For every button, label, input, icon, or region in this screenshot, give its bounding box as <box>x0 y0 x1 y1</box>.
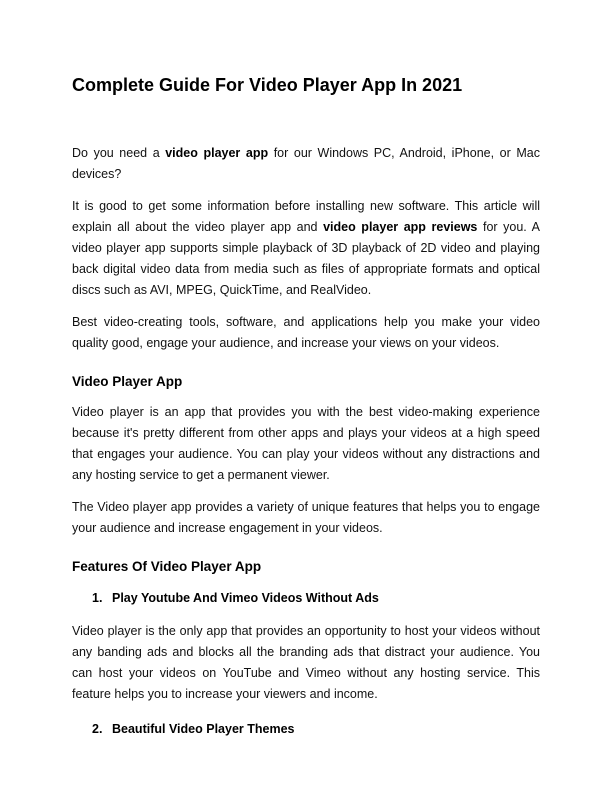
intro-tools-paragraph: Best video-creating tools, software, and applications help you make your video quality good, engage your audience, and increase your views on your videos. <box>72 314 540 350</box>
intro-overview-text-2: for you. A video player app supports simple playback of 3D playback of 2D video and playing back digital video data from media such as files of appropriate formats and optical discs such as AVI, MPEG, QuickTime, and RealVideo. <box>72 219 540 297</box>
intro-question-paragraph <box>72 143 540 185</box>
intro-question-text-1: Do you need a <box>72 145 166 160</box>
intro-overview-bold: video player app reviews <box>323 219 478 234</box>
feature-item-2-number: 2. <box>92 721 103 736</box>
feature-item-1-body: Video player is the only app that provides an opportunity to host your videos without any banding ads and blocks all the branding ads that distract your audience. You can host your videos on YouTube and Vimeo without any hosting service. This feature helps you to increase your viewers and income. <box>72 623 540 701</box>
feature-item-1-title: Play Youtube And Vimeo Videos Without Ads <box>112 590 379 605</box>
intro-question-text-2: for our Windows PC, Android, iPhone, or Mac devices? <box>72 145 540 181</box>
document-title: Complete Guide For Video Player App In 2021 <box>72 75 463 95</box>
video-player-app-paragraph-2: The Video player app provides a variety of unique features that helps you to engage your audience and increase engagement in your videos. <box>72 499 540 535</box>
intro-question-bold: video player app <box>165 145 269 160</box>
intro-overview-text-1: It is good to get some information before installing new software. This article will explain all about the video player app and <box>72 198 540 234</box>
video-player-app-paragraph-1: Video player is an app that provides you with the best video-making experience because it's pretty different from other apps and plays your videos at a high speed that engages your audience. You can play your videos without any distractions and any hosting service to get a permanent viewer. <box>72 404 540 482</box>
feature-item-2 <box>72 719 540 740</box>
section-heading-video-player-app: Video Player App <box>72 373 183 389</box>
feature-item-1-number: 1. <box>92 590 103 605</box>
intro-overview-paragraph <box>72 196 540 301</box>
feature-item-2-title: Beautiful Video Player Themes <box>112 721 295 736</box>
section-heading-features: Features Of Video Player App <box>72 558 262 574</box>
feature-item-1 <box>72 588 540 609</box>
